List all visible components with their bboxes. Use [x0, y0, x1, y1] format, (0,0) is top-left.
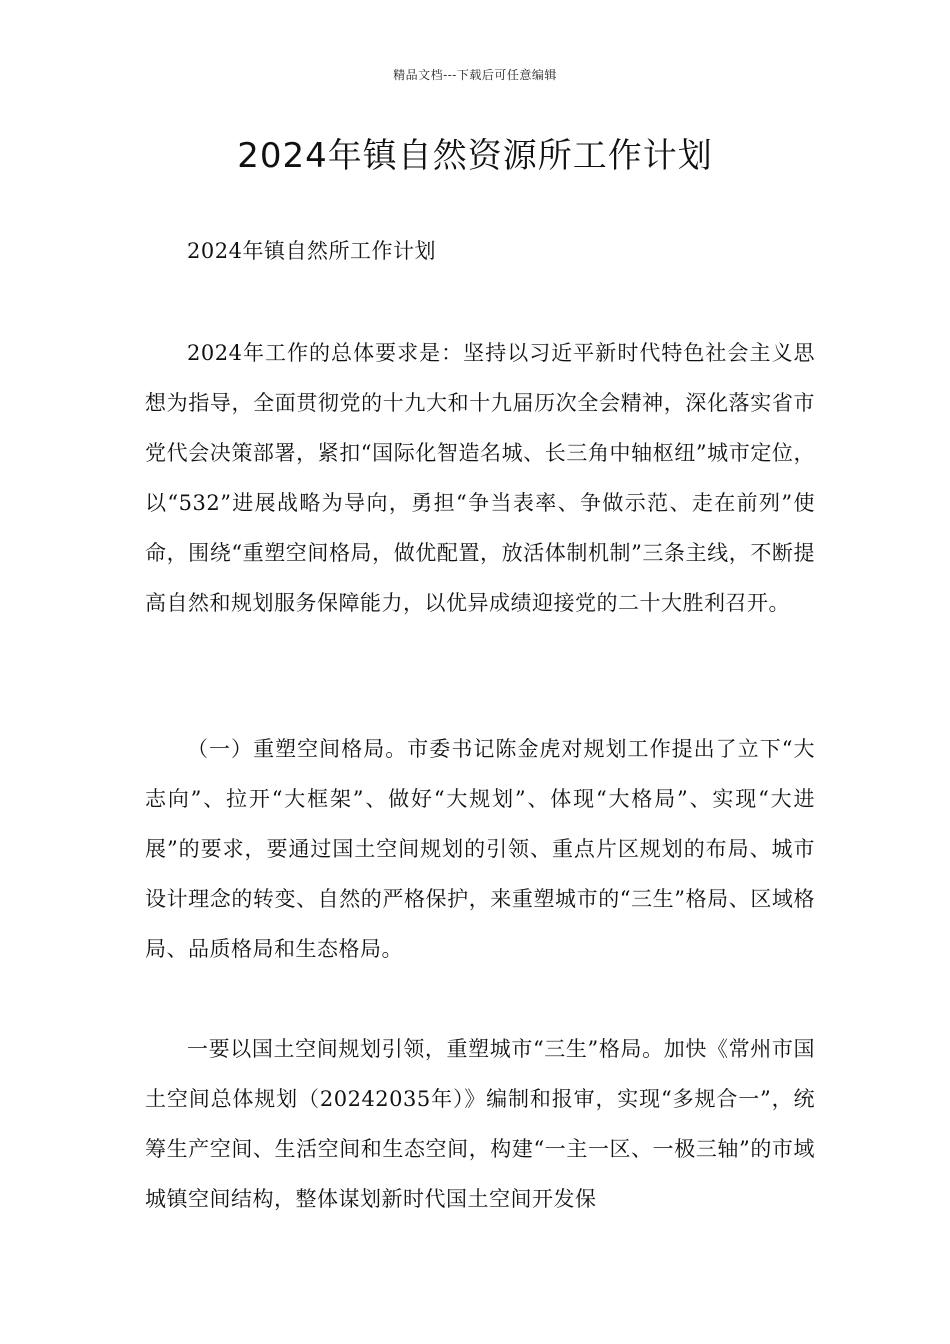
paragraph-territorial-planning: 一要以国土空间规划引领，重塑城市“三生”格局。加快《常州市国土空间总体规划（20242035年）》编制和报审，实现“多规合一”，统筹生产空间、生活空间和生态空间，构建“一主一区、一极三轴”的市域城镇空间结构，整体谋划新时代国土空间开发保 [145, 1037, 815, 1211]
paragraph-reshape-spatial-pattern: （一）重塑空间格局。市委书记陈金虎对规划工作提出了立下“大志向”、拉开“大框架”、做好“大规划”、体现“大格局”、实现“大进展”的要求，要通过国土空间规划的引领、重点片区规划的布局、城市设计理念的转变、自然的严格保护，来重塑城市的“三生”格局、区域格局、品质格局和生态格局。 [145, 737, 815, 961]
document-subtitle: 2024年镇自然所工作计划 [187, 239, 436, 263]
paragraph-general-requirements: 2024年工作的总体要求是：坚持以习近平新时代特色社会主义思想为指导，全面贯彻党的十九大和十九届历次全会精神，深化落实省市党代会决策部署，紧扣“国际化智造名城、长三角中轴枢纽”城市定位，以“532”进展战略为导向，勇担“争当表率、争做示范、走在前列”使命，围绕“重塑空间格局，做优配置，放活体制机制”三条主线，不断提高自然和规划服务保障能力，以优异成绩迎接党的二十大胜利召开。 [145, 341, 815, 615]
document-title: 2024年镇自然资源所工作计划 [237, 136, 713, 176]
header-note: 精品文档---下载后可任意编辑 [393, 68, 557, 82]
